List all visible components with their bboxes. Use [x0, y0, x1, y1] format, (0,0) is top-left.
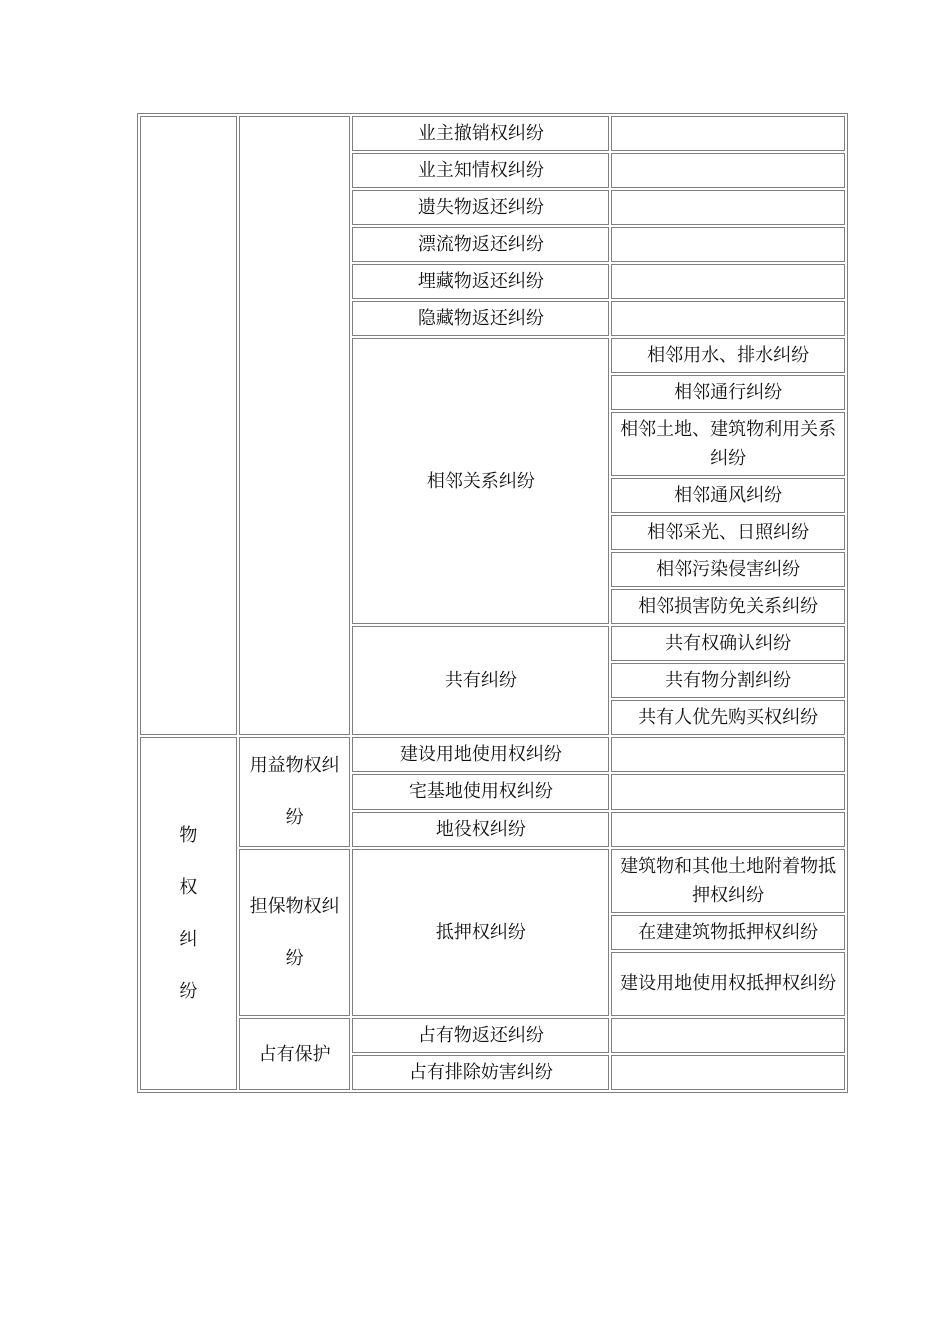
category-char: 纷 [179, 980, 198, 1002]
subcause-cell: 建筑物和其他土地附着物抵押权纠纷 [611, 849, 845, 913]
subcause-cell-empty [611, 1018, 845, 1053]
table-row [140, 737, 845, 772]
subcause-cell-empty [611, 737, 845, 772]
cause-cell: 占有物返还纠纷 [352, 1018, 609, 1053]
subcause-cell: 相邻采光、日照纠纷 [611, 515, 845, 550]
cause-cell: 业主撤销权纠纷 [352, 116, 609, 151]
dispute-classification-table [137, 113, 848, 1093]
category-char: 权 [179, 876, 198, 898]
coownership-dispute-cell: 共有纠纷 [352, 626, 609, 735]
subcause-cell: 共有人优先购买权纠纷 [611, 700, 845, 735]
subcause-cell-empty [611, 264, 845, 299]
neighbor-dispute-cell: 相邻关系纠纷 [352, 338, 609, 624]
usufruct-dispute-cell: 用益物权纠纷 [239, 737, 351, 847]
cause-cell: 埋藏物返还纠纷 [352, 264, 609, 299]
category-char: 物 [179, 824, 198, 846]
subcause-cell: 相邻污染侵害纠纷 [611, 552, 845, 587]
cause-cell: 宅基地使用权纠纷 [352, 774, 609, 809]
subcause-cell: 相邻土地、建筑物利用关系纠纷 [611, 412, 845, 476]
subcause-cell-empty [611, 116, 845, 151]
subcause-cell: 共有物分割纠纷 [611, 663, 845, 698]
cause-cell: 漂流物返还纠纷 [352, 227, 609, 262]
subcause-cell-empty [611, 1055, 845, 1090]
subcategory-cell-empty [239, 116, 351, 735]
cause-cell: 遗失物返还纠纷 [352, 190, 609, 225]
subcause-cell-empty [611, 301, 845, 336]
subcause-cell-empty [611, 812, 845, 847]
subcause-cell: 相邻用水、排水纠纷 [611, 338, 845, 373]
table-row [140, 849, 845, 913]
cause-cell: 隐藏物返还纠纷 [352, 301, 609, 336]
cause-cell: 占有排除妨害纠纷 [352, 1055, 609, 1090]
subcause-cell-empty [611, 190, 845, 225]
subcause-cell: 建设用地使用权抵押权纠纷 [611, 952, 845, 1016]
category-char: 纠 [179, 928, 198, 950]
cause-cell: 业主知情权纠纷 [352, 153, 609, 188]
subcause-cell: 相邻通行纠纷 [611, 375, 845, 410]
cause-cell: 地役权纠纷 [352, 812, 609, 847]
property-rights-dispute-category [140, 737, 237, 1090]
security-dispute-cell: 担保物权纠纷 [239, 849, 351, 1016]
subcause-cell: 在建建筑物抵押权纠纷 [611, 915, 845, 950]
subcause-cell-empty [611, 227, 845, 262]
mortgage-dispute-cell: 抵押权纠纷 [352, 849, 609, 1016]
subcause-cell: 相邻通风纠纷 [611, 478, 845, 513]
cause-cell: 建设用地使用权纠纷 [352, 737, 609, 772]
category-cell-empty [140, 116, 237, 735]
subcause-cell-empty [611, 774, 845, 809]
possession-protection-cell: 占有保护 [239, 1018, 351, 1090]
subcause-cell: 共有权确认纠纷 [611, 626, 845, 661]
table-row [140, 1018, 845, 1053]
subcause-cell-empty [611, 153, 845, 188]
subcause-cell: 相邻损害防免关系纠纷 [611, 589, 845, 624]
table-row [140, 116, 845, 151]
